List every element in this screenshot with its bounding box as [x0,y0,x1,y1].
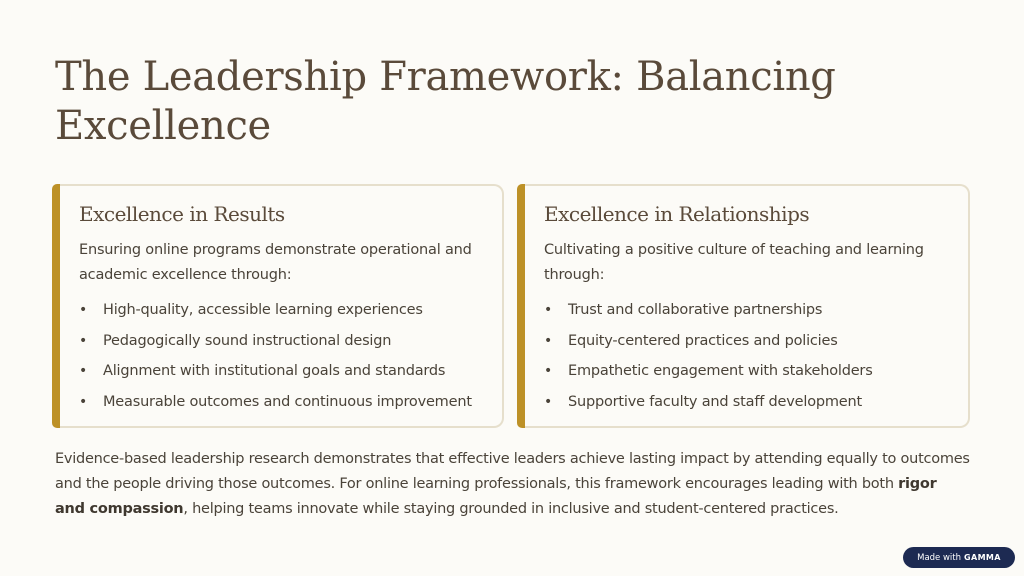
bullet-text: Measurable outcomes and continuous improvement [103,393,472,410]
card-excellence-in-results [60,184,504,428]
badge-prefix: Made with [917,552,962,563]
bullet-item [544,295,873,326]
bullet-text: Trust and collaborative partnerships [568,302,823,318]
card-excellence-in-relationships [525,184,970,428]
bullet-item [79,326,472,357]
bullet-icon: • [79,302,88,318]
summary-emphasis: rigor and compassion [55,476,937,517]
bullet-icon: • [79,393,88,410]
slide-title: The Leadership Framework: Balancing Excellence [55,54,836,149]
bullet-item [544,326,873,357]
card-title: Excellence in Relationships [544,202,810,226]
bullet-text: Supportive faculty and staff development [568,393,863,410]
summary-paragraph [55,447,970,522]
bullet-icon: • [544,393,553,410]
bullet-item [544,387,873,418]
bullet-text: Alignment with institutional goals and standards [103,363,446,379]
card-title: Excellence in Results [79,202,285,226]
bullet-icon: • [544,332,553,349]
bullet-item [79,295,472,326]
bullet-icon: • [79,363,88,379]
bullet-item [79,356,472,387]
bullet-text: High-quality, accessible learning experiences [103,302,423,318]
card-intro: Cultivating a positive culture of teaching and learning through: [544,242,924,283]
made-with-gamma-badge[interactable] [903,547,1015,568]
card-intro: Ensuring online programs demonstrate operational and academic excellence through: [79,242,472,283]
summary-text-end: , helping teams innovate while staying grounded in inclusive and student-centered practices. [183,501,839,517]
bullet-item [544,356,873,387]
bullet-icon: • [544,302,553,318]
bullet-text: Equity-centered practices and policies [568,332,838,349]
bullet-list [79,295,472,417]
bullet-icon: • [544,363,553,379]
gamma-logo: GAMMA [964,553,1001,562]
bullet-text: Empathetic engagement with stakeholders [568,363,873,379]
bullet-list [544,295,873,417]
bullet-text: Pedagogically sound instructional design [103,332,392,349]
bullet-icon: • [79,332,88,349]
summary-text: Evidence-based leadership research demonstrates that effective leaders achieve lasting impact by attending equally to outcomes and the people driving those outcomes. For online learning professionals, this framework encourages leading with both [55,451,970,492]
bullet-item [79,387,472,418]
